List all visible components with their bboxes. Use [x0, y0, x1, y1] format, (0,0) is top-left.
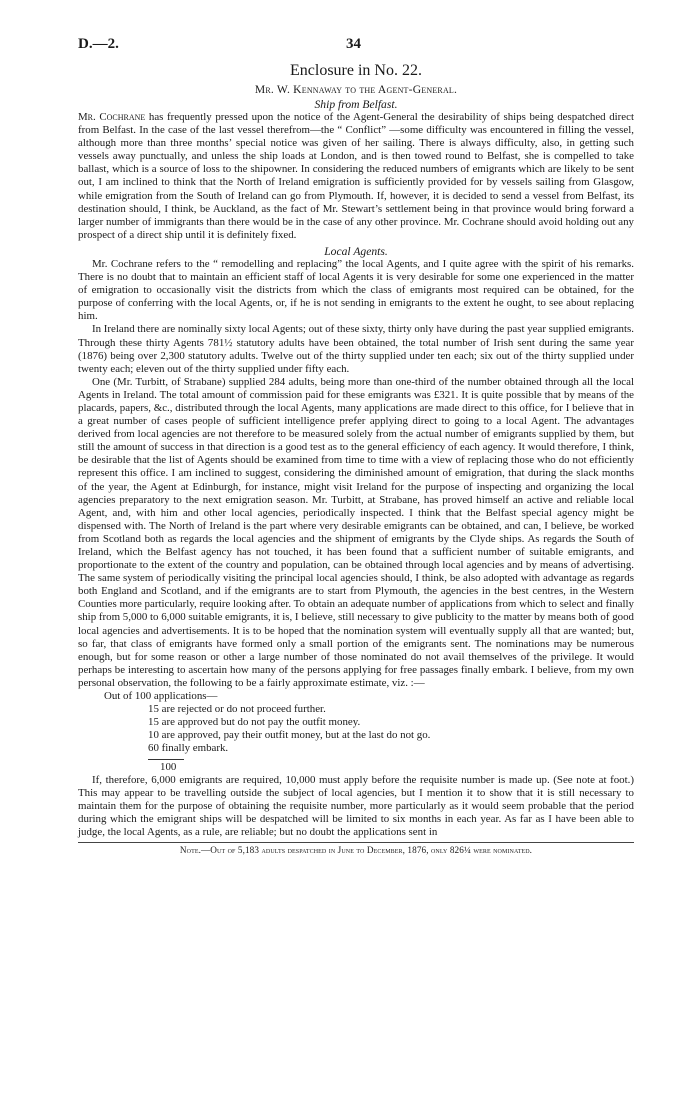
paragraph-turbitt: One (Mr. Turbitt, of Strabane) supplied 284 adults, being more than one-third of the number obtained through all the local Agents in Ireland. The total amount of commission paid for these emigrants was £321. It is quite possible that by means of the placards, papers, &c., distributed through the local Agents, many applications are made direct to this office, for I believe that in a great number of cases people of sufficient intelligence prefer applying direct to going to a local Agent. The advantages derived from local agencies are not therefore to be measured solely from the actual number of emigrants supplied by them, but still the amount of success in that direction is a good test as to the general efficiency of each agency. It would therefore, I think, be desirable that the list of Agents should be examined from time to time with a view of replacing those who do not efficiently represent this office. I am inclined to suggest, considering the diminished amount of emigration, that during the slack months of the year, the Agent at Edinburgh, for instance, might visit Ireland for the purpose of inspecting and organizing the local agencies preparatory to the next emigration season. Mr. Turbitt, at Strabane, has proved himself an active and reliable local Agent, and, with him and other local agencies, periodically inspected. I think that the Belfast special agency might be dispensed with. The North of Ireland is the part where very desirable emigrants can be obtained, and can, I believe, be worked from Scotland both as regards the local agencies and the shipment of emigrants by the Clyde ships. As regards the South of Ireland, which the Belfast agency has not touched, it has been found that a sufficient number of suitable emigrants, and proportionate to the extent of the country and population, can be obtained through local agencies and by means of advertising. The same system of periodically visiting the principal local agencies should, I think, be also adopted with advantage as regards both England and Scotland, and if the emigrants are to start from Plymouth, the agencies in the best centres, in the Western Counties more particularly, require looking after. To obtain an adequate number of applications from which to select and finally ship from 5,000 to 6,000 suitable emigrants, it is, I believe, still necessary to give publicity to the matter by means both of good local agencies and advertisements. It is to be hoped that the nomination system will eventually supply all that are wanted; but, so far, that class of emigrants have formed only a small portion of the emigrants sent. The nominations may be numerous enough, but for some reason or other a large number of those nominated do not avail themselves of the privilege. It would perhaps be interesting to ascertain how many of the persons applying for free passages finally embark. I believe, from my own personal observation, the following to be a fairly approximate estimate, viz. :— — [78, 375, 634, 689]
page-number: 34 — [346, 36, 361, 52]
list-item: 60 finally embark. — [148, 742, 229, 755]
enclosure-title: Enclosure in No. 22. — [290, 62, 422, 79]
estimate-total: 100 — [160, 760, 177, 773]
paragraph-belfast-ship-text: has frequently pressed upon the notice of the Agent-General the desirability of ships being despatched direct from Belfast. In the case of the last vessel therefrom—the “ Conflict” —some difficulty was encountered in filling the vessel, although more than three months’ special notice was given of her sailing. There is always difficulty, also, in getting such vessels away punctually, and unless the ship loads at London, and is then towed round to Belfast, she is compelled to take ballast, which is a source of loss to the shipowner. In considering the reduced numbers of emigrants which are likely to be sent out, I am inclined to think that the North of Ireland emigration is sufficiently provided for by vessels sailing from Glasgow, while emigration from the South of Ireland can go from Plymouth. If, however, it is decided to send a vessel from Belfast, its destination should, I think, be Auckland, as the fact of Mr. Stewart’s settlement being in that province would bring forward a larger number of immigrants than there would be in the case of any other province. Mr. Cochrane should avoid holding out any prospect of a direct ship until it is definitely fixed. — [78, 111, 634, 241]
paragraph-conclusion: If, therefore, 6,000 emigrants are required, 10,000 must apply before the requisite number is made up. (See note at foot.) This may appear to be travelling outside the subject of local agencies, but I mention it to show that it is still necessary to maintain them for the purpose of obtaining the requisite number, more particularly as it would seem probable that the period during which the emigrant ships will be despatched will be limited to six months in each year. As far as I have been able to judge, the local Agents, as a rule, are reliable; but no doubt the applications sent in — [78, 773, 634, 838]
document-page — [78, 28, 634, 855]
paragraph-lead-name: Mr. Cochrane — [78, 111, 146, 123]
list-item: 10 are approved, pay their outfit money, but at the last do not go. — [148, 729, 431, 742]
section-heading-local-agents: Local Agents. — [324, 244, 388, 258]
paragraph-remodelling: Mr. Cochrane refers to the “ remodelling and replacing” the local Agents, and I quite agree with the spirit of his remarks. There is no doubt that to maintain an efficient staff of local Agents it is very desirable for some one experienced in the matter of emigration to occasionally visit the districts from which the class of emigrants most required can be obtained, for the purpose of conferring with the local Agents, or, if he is not sending in emigrants to the extent he ought, to see about replacing him. — [78, 257, 634, 323]
footnote: Note.—Out of 5,183 adults despatched in June to December, 1876, only 826¼ were nominated. — [179, 844, 533, 855]
footnote-rule — [78, 842, 634, 843]
list-item: 15 are rejected or do not proceed further. — [148, 703, 326, 716]
list-item: 15 are approved but do not pay the outfit money. — [148, 716, 361, 729]
estimate-list-lead: Out of 100 applications— — [104, 690, 218, 703]
paragraph-ireland-agents: In Ireland there are nominally sixty local Agents; out of these sixty, thirty only have during the past year supplied emigrants. Through these thirty Agents 781½ statutory adults have been obtained, the total number of Irish sent during the same year (1876) being over 2,300 statutory adults. Twelve out of the thirty supplied under ten each; six out of the thirty supplied under twenty each; eleven out of the thirty supplied under fifty each. — [78, 323, 634, 375]
paragraph-belfast-ship — [78, 111, 634, 242]
running-header — [78, 28, 634, 54]
subtitle: Ship from Belfast. — [314, 98, 398, 111]
document-reference: D.—2. — [78, 36, 119, 52]
addressee-line: Mr. W. Kennaway to the Agent-General. — [254, 83, 458, 96]
estimate-list — [78, 703, 634, 755]
